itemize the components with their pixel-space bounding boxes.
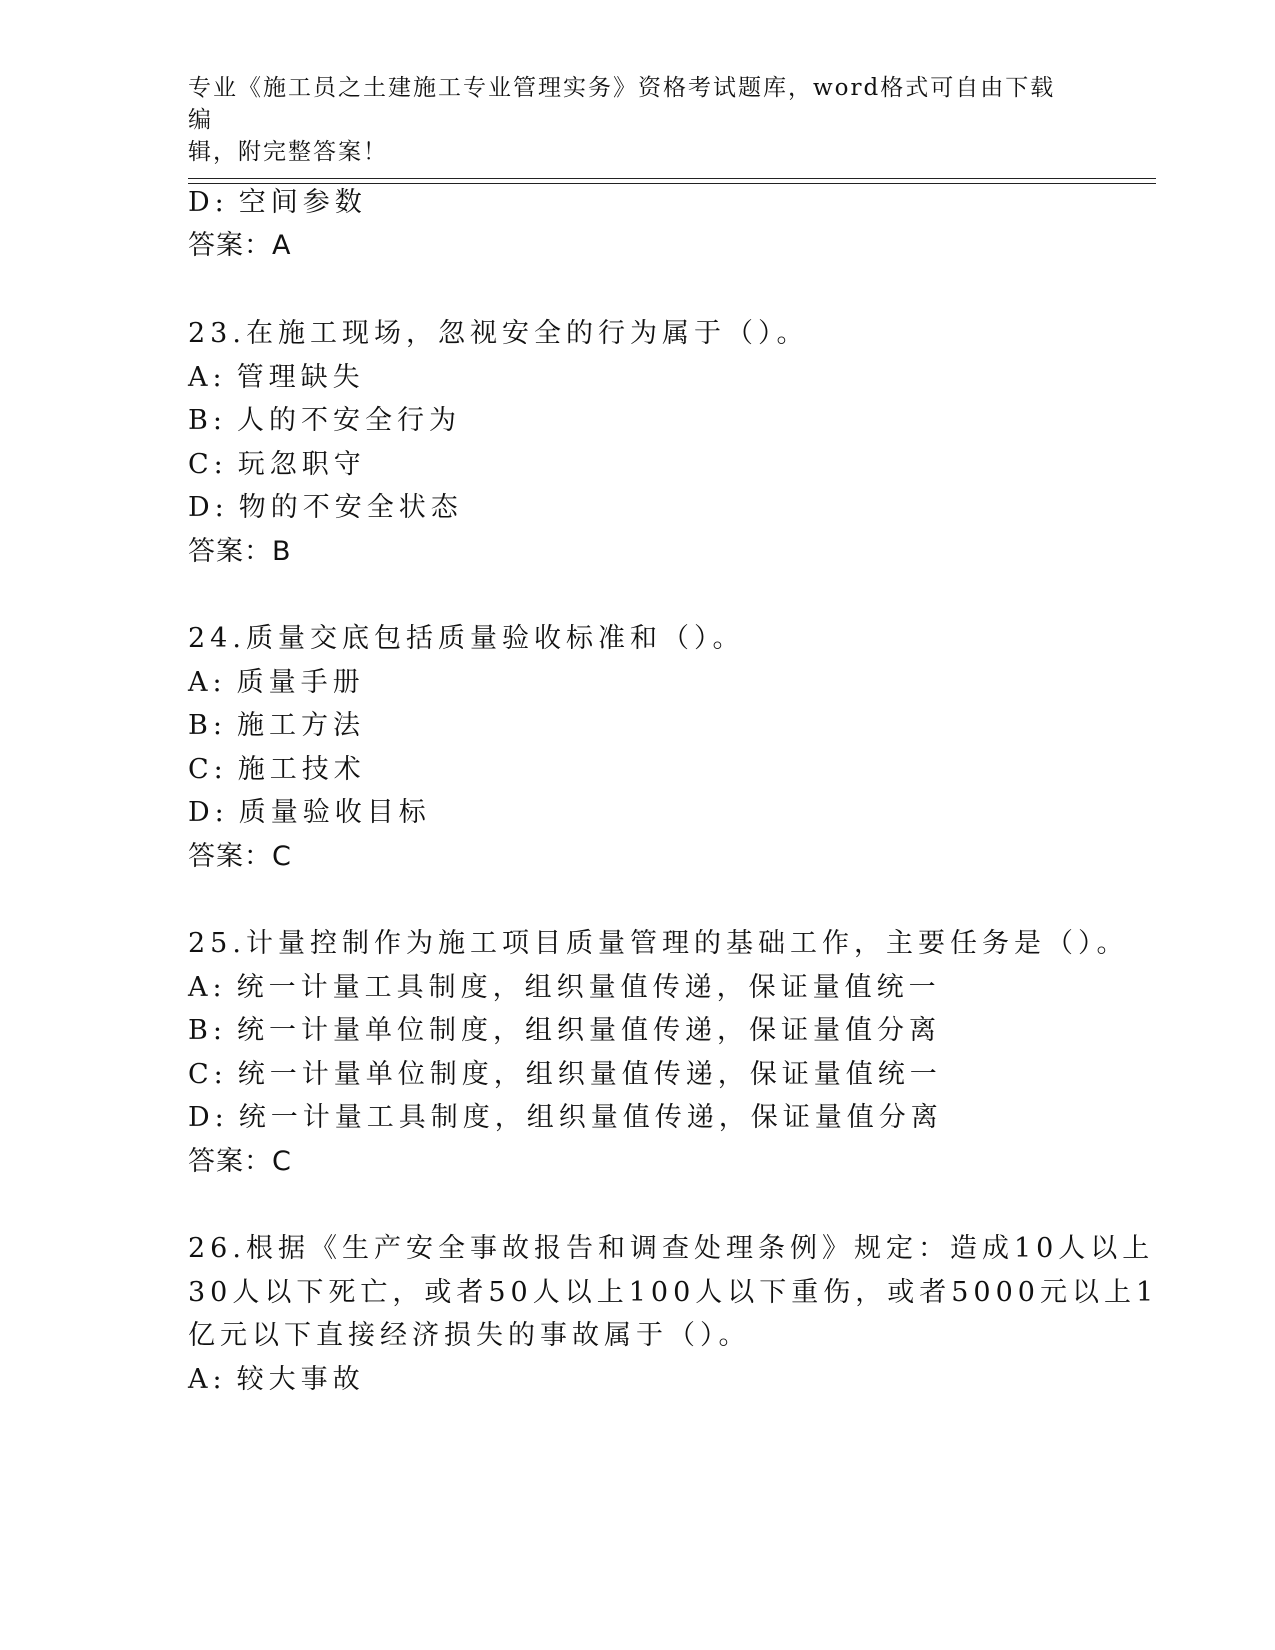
question-24-answer — [188, 840, 293, 874]
question-25-option-a — [188, 971, 941, 1005]
option-letter: B: — [188, 405, 227, 436]
answer-value: C — [272, 1146, 293, 1177]
option-letter: A: — [188, 362, 227, 393]
option-text: 统一计量工具制度，组织量值传递，保证量值统一 — [236, 972, 941, 1003]
option-letter: D: — [188, 492, 229, 523]
answer-label: 答案： — [188, 536, 272, 567]
question-24-option-c — [188, 753, 366, 787]
header-divider-bottom — [188, 183, 1156, 184]
header-line-1: 专业《施工员之土建施工专业管理实务》资格考试题库，word格式可自由下载编 — [188, 75, 1056, 133]
option-text: 统一计量单位制度，组织量值传递，保证量值分离 — [236, 1015, 941, 1046]
option-text: 质量手册 — [236, 667, 365, 698]
option-letter: C: — [188, 1059, 228, 1090]
question-25-option-d — [188, 1101, 943, 1135]
prev-answer — [188, 229, 292, 263]
answer-label: 答案： — [188, 230, 272, 261]
option-letter: A: — [188, 1364, 227, 1395]
question-25-stem: 25.计量控制作为施工项目质量管理的基础工作，主要任务是（）。 — [188, 928, 1129, 959]
question-25-answer — [188, 1145, 293, 1179]
option-letter: D: — [188, 1102, 229, 1133]
option-letter: D: — [188, 797, 229, 828]
option-text: 统一计量单位制度，组织量值传递，保证量值统一 — [237, 1059, 942, 1090]
question-24-option-b — [188, 709, 365, 743]
option-text: 质量验收目标 — [238, 797, 431, 828]
option-letter: A: — [188, 972, 227, 1003]
answer-value: B — [272, 536, 293, 567]
question-26-stem-line-2: 30人以下死亡，或者50人以上100人以下重伤，或者5000元以上1 — [188, 1277, 1159, 1308]
question-26-stem-line-1: 26.根据《生产安全事故报告和调查处理条例》规定：造成10人以上 — [188, 1233, 1155, 1264]
option-letter: B: — [188, 1015, 227, 1046]
option-text: 施工技术 — [237, 754, 366, 785]
question-23-option-b — [188, 404, 461, 438]
question-23-option-d — [188, 491, 463, 525]
question-26-option-a — [188, 1363, 365, 1397]
answer-value: A — [272, 230, 293, 261]
option-text: 人的不安全行为 — [236, 405, 461, 436]
option-text: 统一计量工具制度，组织量值传递，保证量值分离 — [238, 1102, 943, 1133]
option-text: 玩忽职守 — [237, 449, 366, 480]
question-25-option-c — [188, 1058, 942, 1092]
document-header — [188, 72, 1068, 168]
option-text: 较大事故 — [236, 1364, 365, 1395]
option-text: 物的不安全状态 — [238, 492, 463, 523]
answer-value: C — [272, 841, 293, 872]
option-letter: C: — [188, 449, 228, 480]
question-24-stem: 24.质量交底包括质量验收标准和（）。 — [188, 623, 745, 654]
question-23-option-c — [188, 448, 366, 482]
option-text: 空间参数 — [238, 187, 367, 218]
option-text: 施工方法 — [236, 710, 365, 741]
question-23-option-a — [188, 361, 365, 395]
header-divider-top — [188, 178, 1156, 179]
question-25-option-b — [188, 1014, 941, 1048]
option-letter: C: — [188, 754, 228, 785]
option-letter: A: — [188, 667, 227, 698]
header-line-2: 辑，附完整答案！ — [188, 139, 388, 165]
option-letter: B: — [188, 710, 227, 741]
question-24-option-a — [188, 666, 365, 700]
answer-label: 答案： — [188, 841, 272, 872]
question-23-answer — [188, 535, 293, 569]
answer-label: 答案： — [188, 1146, 272, 1177]
question-23-stem: 23.在施工现场，忽视安全的行为属于（）。 — [188, 318, 809, 349]
prev-option-d — [188, 186, 367, 220]
option-text: 管理缺失 — [236, 362, 365, 393]
option-letter: D: — [188, 187, 229, 218]
question-26-stem-line-3: 亿元以下直接经济损失的事故属于（）。 — [188, 1320, 751, 1351]
question-24-option-d — [188, 796, 431, 830]
